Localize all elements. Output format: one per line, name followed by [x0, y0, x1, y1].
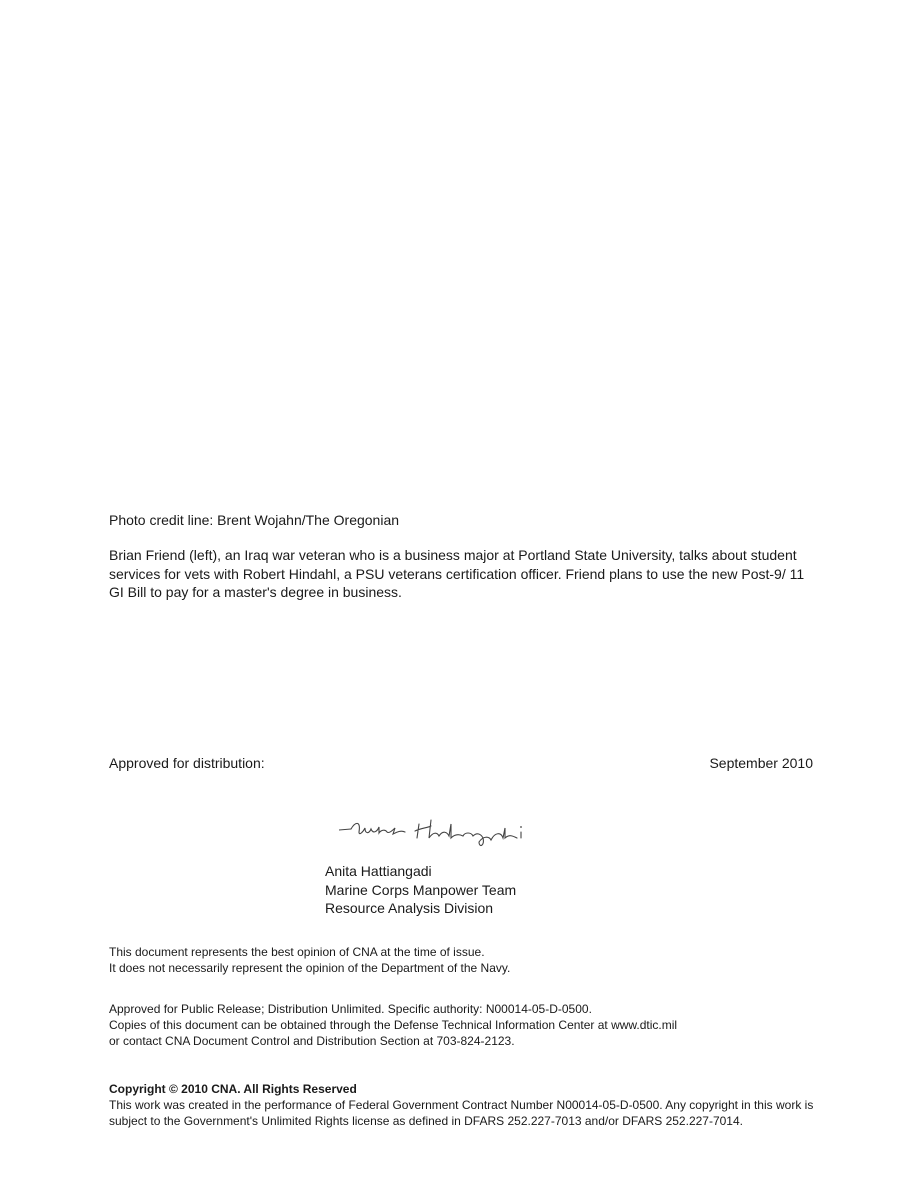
copyright-block	[109, 1081, 814, 1129]
release-line: Copies of this document can be obtained through the Defense Technical Information Center at www.dtic.mil	[109, 1018, 678, 1032]
signer-name: Anita Hattiangadi	[325, 863, 432, 879]
photo-caption: Brian Friend (left), an Iraq war veteran who is a business major at Portland State University, talks about student services for vets with Robert Hindahl, a PSU veterans certification officer. Friend plans to use the new Post-9/ 11 GI Bill to pay for a master's degree in business.	[109, 547, 805, 600]
disclaimer-line: This document represents the best opinion of CNA at the time of issue.	[109, 945, 485, 959]
release-line: or contact CNA Document Control and Distribution Section at 703-824-2123.	[109, 1034, 515, 1048]
approved-for-distribution-label: Approved for distribution:	[109, 755, 265, 771]
approval-date: September 2010	[709, 755, 813, 771]
signer-team: Marine Corps Manpower Team	[325, 881, 517, 898]
photo-credit-line: Photo credit line: Brent Wojahn/The Oregonian	[109, 512, 400, 528]
disclaimer	[109, 944, 510, 976]
copyright-body: This work was created in the performance of Federal Government Contract Number N00014-05-D-0500. Any copyright in this work is subject to the Government's Unlimited Rights license as defined in DFARS 252.227-7013 and/or DFARS 252.227-7014.	[109, 1098, 814, 1128]
approval-row	[109, 754, 813, 772]
signer-division: Resource Analysis Division	[325, 900, 494, 916]
copyright-heading: Copyright © 2010 CNA. All Rights Reserved	[109, 1082, 357, 1096]
disclaimer-line: It does not necessarily represent the opinion of the Department of the Navy.	[109, 961, 511, 975]
release-line: Approved for Public Release; Distribution Unlimited. Specific authority: N00014-05-D-0500.	[109, 1002, 592, 1016]
signer-block	[325, 862, 516, 918]
handwritten-signature	[335, 812, 535, 857]
signature-image	[335, 812, 535, 852]
release-statement	[109, 1001, 677, 1049]
